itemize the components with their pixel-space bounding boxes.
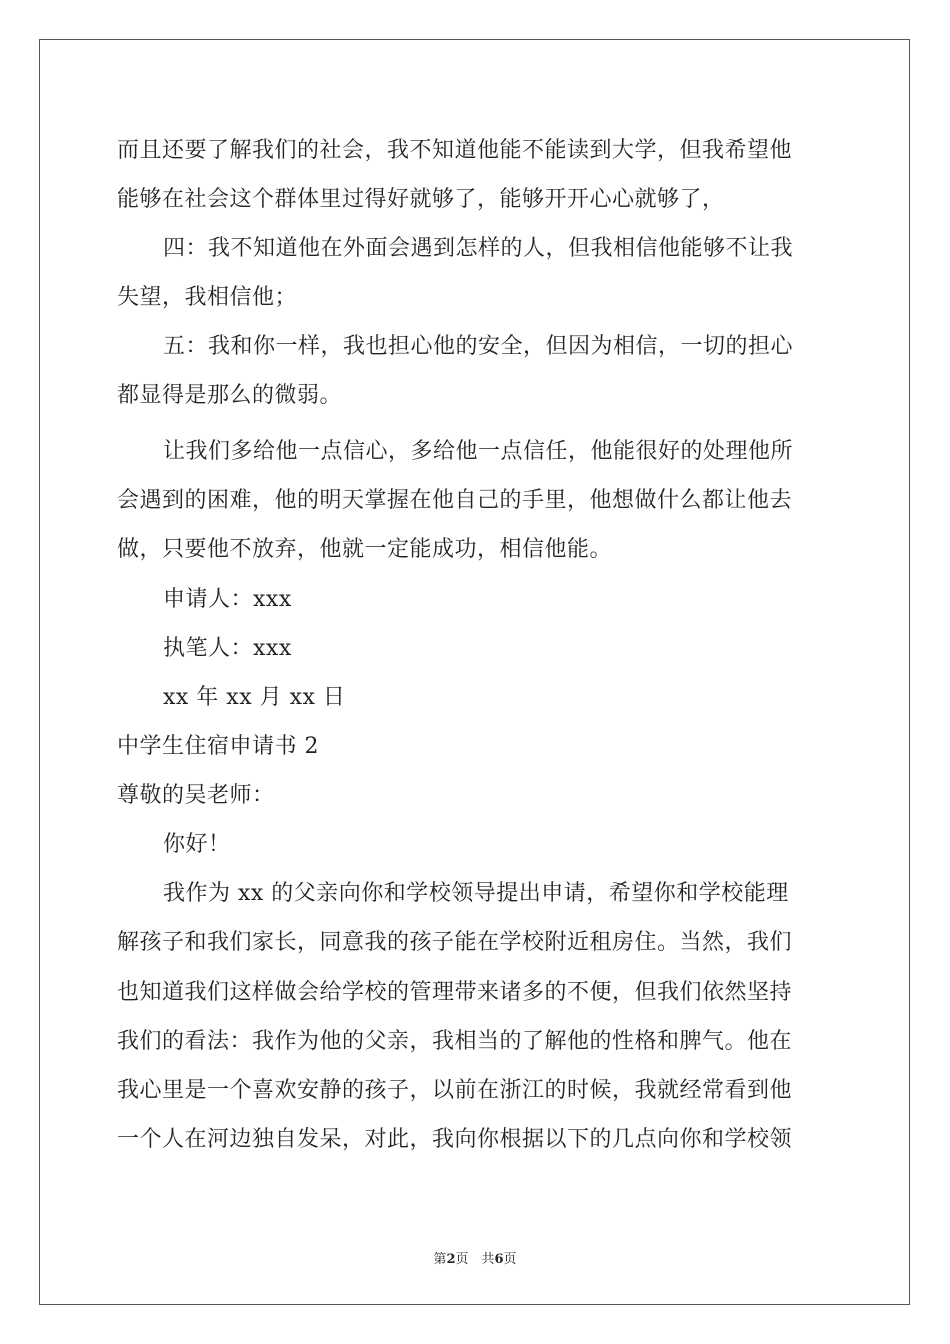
text-line: 我心里是一个喜欢安静的孩子，以前在浙江的时候，我就经常看到他 [117, 1078, 793, 1103]
date-line: xx 年 xx 月 xx 日 [163, 685, 346, 710]
text-line: 让我们多给他一点信心，多给他一点信任，他能很好的处理他所 [163, 439, 794, 464]
text-line: 四：我不知道他在外面会遇到怎样的人，但我相信他能够不让我 [163, 236, 794, 261]
text-line: 我们的看法：我作为他的父亲，我相当的了解他的性格和脾气。他在 [117, 1029, 793, 1054]
page-suffix: 页 [503, 1252, 517, 1267]
text-line: 解孩子和我们家长，同意我的孩子能在学校附近租房住。当然，我们 [117, 930, 793, 955]
text-line: 会遇到的困难，他的明天掌握在他自己的手里，他想做什么都让他去 [117, 488, 793, 513]
page-footer [0, 1248, 950, 1267]
salutation: 尊敬的吴老师： [117, 783, 275, 808]
writer-line: 执笔人：xxx [163, 636, 292, 661]
page-current: 2 [446, 1252, 456, 1267]
text-line: 也知道我们这样做会给学校的管理带来诸多的不便，但我们依然坚持 [117, 980, 793, 1005]
page-mid: 页 共 [455, 1252, 495, 1267]
page-prefix: 第 [433, 1252, 447, 1267]
applicant-line: 申请人：xxx [163, 587, 292, 612]
text-line: 而且还要了解我们的社会，我不知道他能不能读到大学，但我希望他 [117, 138, 793, 163]
text-line: 能够在社会这个群体里过得好就够了，能够开开心心就够了， [117, 187, 725, 212]
page-border [39, 39, 910, 1305]
text-line: 一个人在河边独自发呆，对此，我向你根据以下的几点向你和学校领 [117, 1127, 793, 1152]
section-title: 中学生住宿申请书 2 [117, 734, 319, 759]
text-line: 做，只要他不放弃，他就一定能成功，相信他能。 [117, 537, 613, 562]
page-total: 6 [494, 1252, 504, 1267]
text-line: 五：我和你一样，我也担心他的安全，但因为相信，一切的担心 [163, 334, 794, 359]
text-line: 都显得是那么的微弱。 [117, 383, 343, 408]
greeting: 你好！ [163, 832, 231, 857]
text-line: 失望，我相信他； [117, 285, 298, 310]
text-line: 我作为 xx 的父亲向你和学校领导提出申请，希望你和学校能理 [163, 881, 789, 906]
